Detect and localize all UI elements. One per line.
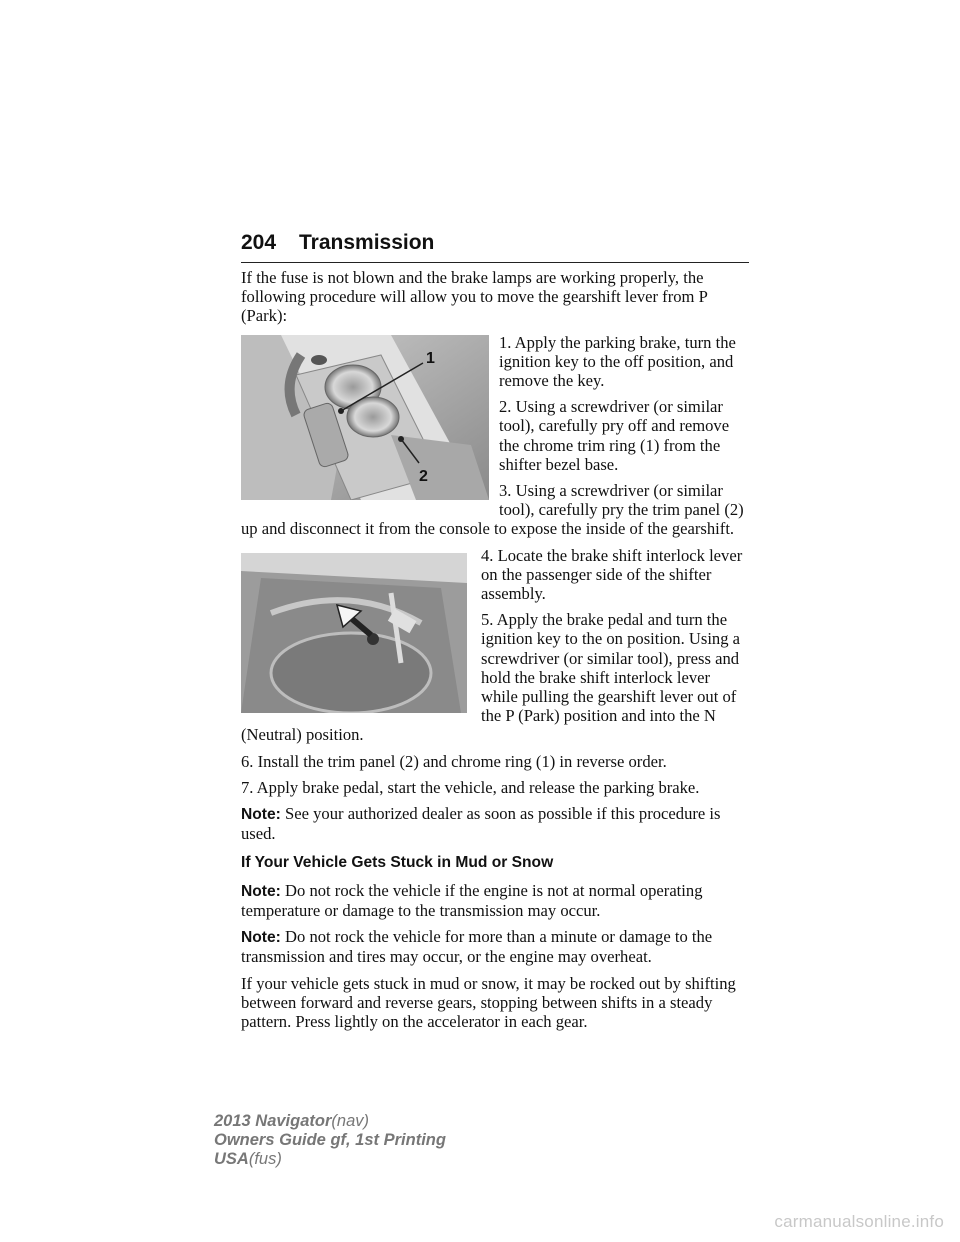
step-1: 1. Apply the parking brake, turn the ignition key to the off position, and remove the key. (499, 332, 736, 391)
step-3: 3. Using a screwdriver (or similar tool), carefully pry the trim panel (2) up and disconnect it from the console to expose the inside of the gearshift. (241, 481, 744, 539)
note-text: Do not rock the vehicle for more than a minute or damage to the transmission and tires may occur, or the engine may overheat. (241, 927, 713, 967)
step-6: 6. Install the trim panel (2) and chrome ring (1) in reverse order. (241, 751, 667, 771)
note-dealer (241, 804, 749, 843)
intro-paragraph: If the fuse is not blown and the brake lamps are working properly, the following procedure will allow you to move the gearshift lever from P (Park): (241, 268, 708, 326)
footer-model-code: (nav) (331, 1112, 369, 1130)
figure-interlock-lever (241, 553, 467, 713)
callout-1: 1 (426, 349, 435, 367)
footer-region-code: (fus) (248, 1150, 282, 1168)
console-illustration (241, 335, 489, 500)
page-body (241, 268, 749, 1038)
subheading-stuck: If Your Vehicle Gets Stuck in Mud or Snow (241, 854, 554, 872)
section-title: Transmission (299, 231, 435, 254)
page-header (241, 228, 749, 263)
note-text: Do not rock the vehicle if the engine is not at normal operating temperature or damage to the transmission may occur. (241, 880, 703, 920)
footer-model: 2013 Navigator (214, 1112, 332, 1130)
note-duration (241, 927, 749, 966)
footer-line-3 (214, 1150, 446, 1169)
footer-line-2 (214, 1131, 446, 1150)
footer-region: USA (214, 1150, 249, 1168)
step-4: 4. Locate the brake shift interlock lever on the passenger side of the shifter assembly. (481, 545, 743, 604)
step-5: 5. Apply the brake pedal and turn the ignition key to the on position. Using a screwdriver (or similar tool), press and hold the brake shift interlock lever while pulling the gearshift lever out of the P (Park) position and into the N (Neutral) position. (241, 610, 741, 745)
figure-console-trim (241, 335, 489, 500)
step-2: 2. Using a screwdriver (or similar tool), carefully pry off and remove the chrome trim ring (1) from the shifter bezel base. (499, 397, 730, 474)
watermark: carmanualsonline.info (774, 1212, 944, 1231)
closing-paragraph: If your vehicle gets stuck in mud or snow, it may be rocked out by shifting between forward and reverse gears, stopping between shifts in a steady pattern. Press lightly on the accelerator in each gear. (241, 973, 736, 1031)
note-label: Note: (241, 929, 281, 947)
note-temperature (241, 881, 749, 920)
footer-guide: Owners Guide gf, 1st Printing (214, 1131, 446, 1149)
step-7: 7. Apply brake pedal, start the vehicle, and release the parking brake. (241, 777, 700, 797)
note-label: Note: (241, 882, 281, 900)
callout-2: 2 (419, 467, 428, 485)
note-text: See your authorized dealer as soon as possible if this procedure is used. (241, 804, 721, 844)
footer-line-1 (214, 1112, 446, 1131)
interlock-illustration (241, 553, 467, 713)
page-number: 204 (241, 231, 277, 254)
note-label: Note: (241, 806, 281, 824)
document-footer (214, 1112, 446, 1169)
